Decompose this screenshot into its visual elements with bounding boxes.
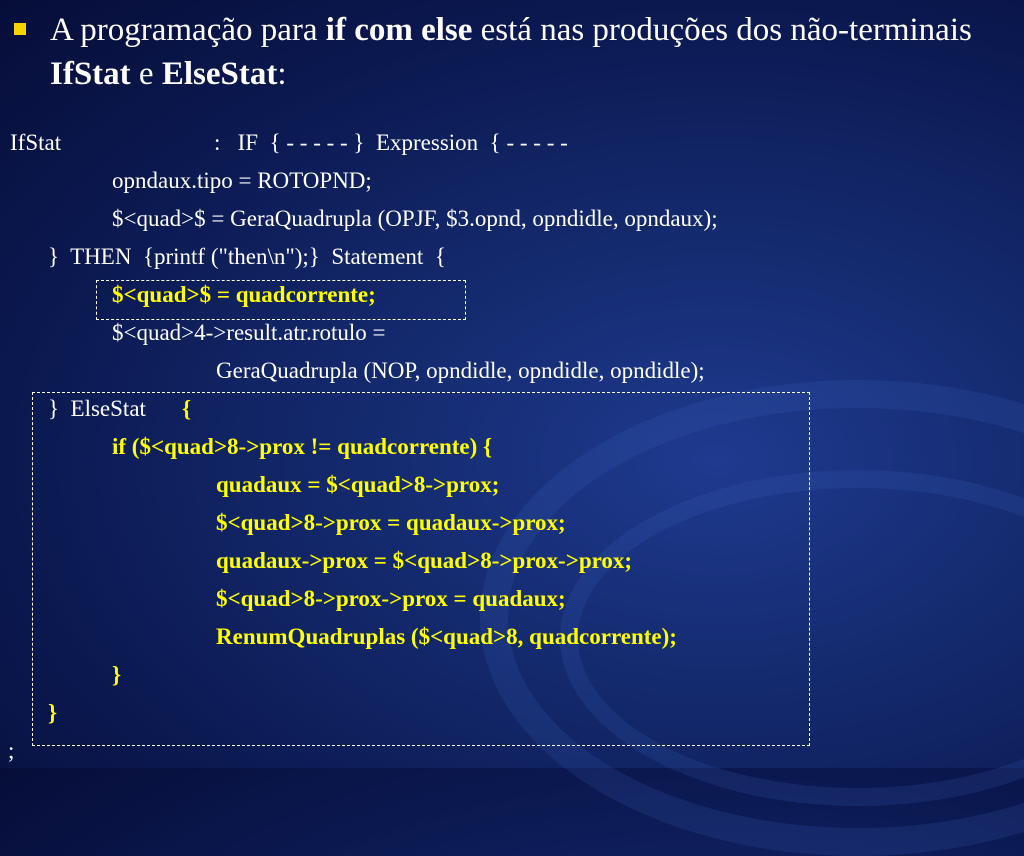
code-line-17: ; bbox=[8, 738, 15, 763]
title-part-3: e bbox=[130, 56, 162, 92]
code-line-15: } bbox=[112, 662, 122, 687]
code-line-11: $<quad>8->prox = quadaux->prox; bbox=[216, 510, 566, 535]
code-line-13: $<quad>8->prox->prox = quadaux; bbox=[216, 586, 566, 611]
code-line-5: $<quad>$ = quadcorrente; bbox=[112, 282, 376, 307]
code-line-1a: IfStat bbox=[10, 130, 62, 155]
code-line-7: GeraQuadrupla (NOP, opndidle, opndidle, opndidle); bbox=[216, 358, 705, 383]
code-line-16: } bbox=[48, 700, 58, 725]
code-line-12: quadaux->prox = $<quad>8->prox->prox; bbox=[216, 548, 633, 573]
code-line-10: quadaux = $<quad>8->prox; bbox=[216, 472, 500, 497]
slide-title bbox=[14, 8, 1014, 96]
code-line-9: if ($<quad>8->prox != quadcorrente) { bbox=[112, 434, 493, 459]
title-bold-3: ElseStat bbox=[161, 56, 278, 92]
title-part-1: A programação para bbox=[50, 12, 326, 48]
title-text bbox=[50, 8, 1014, 96]
code-line-3: $<quad>$ = GeraQuadrupla (OPJF, $3.opnd, opndidle, opndaux); bbox=[112, 206, 718, 231]
title-bold-2: IfStat bbox=[50, 56, 131, 92]
title-part-4: : bbox=[277, 56, 287, 92]
code-line-8a: } ElseStat bbox=[48, 396, 146, 421]
code-line-2: opndaux.tipo = ROTOPND; bbox=[112, 168, 372, 193]
code-line-14: RenumQuadruplas ($<quad>8, quadcorrente); bbox=[216, 624, 677, 649]
code-line-6: $<quad>4->result.atr.rotulo = bbox=[112, 320, 386, 345]
code-line-1b: : IF { - - - - - } Expression { - - - - - bbox=[214, 130, 568, 155]
bullet-icon bbox=[14, 23, 26, 35]
code-line-4: } THEN {printf ("then\n");} Statement { bbox=[48, 244, 446, 269]
title-bold-1: if com else bbox=[325, 12, 473, 48]
code-line-8b: { bbox=[182, 396, 192, 421]
title-part-2: está nas produções dos não-terminais bbox=[472, 12, 972, 48]
